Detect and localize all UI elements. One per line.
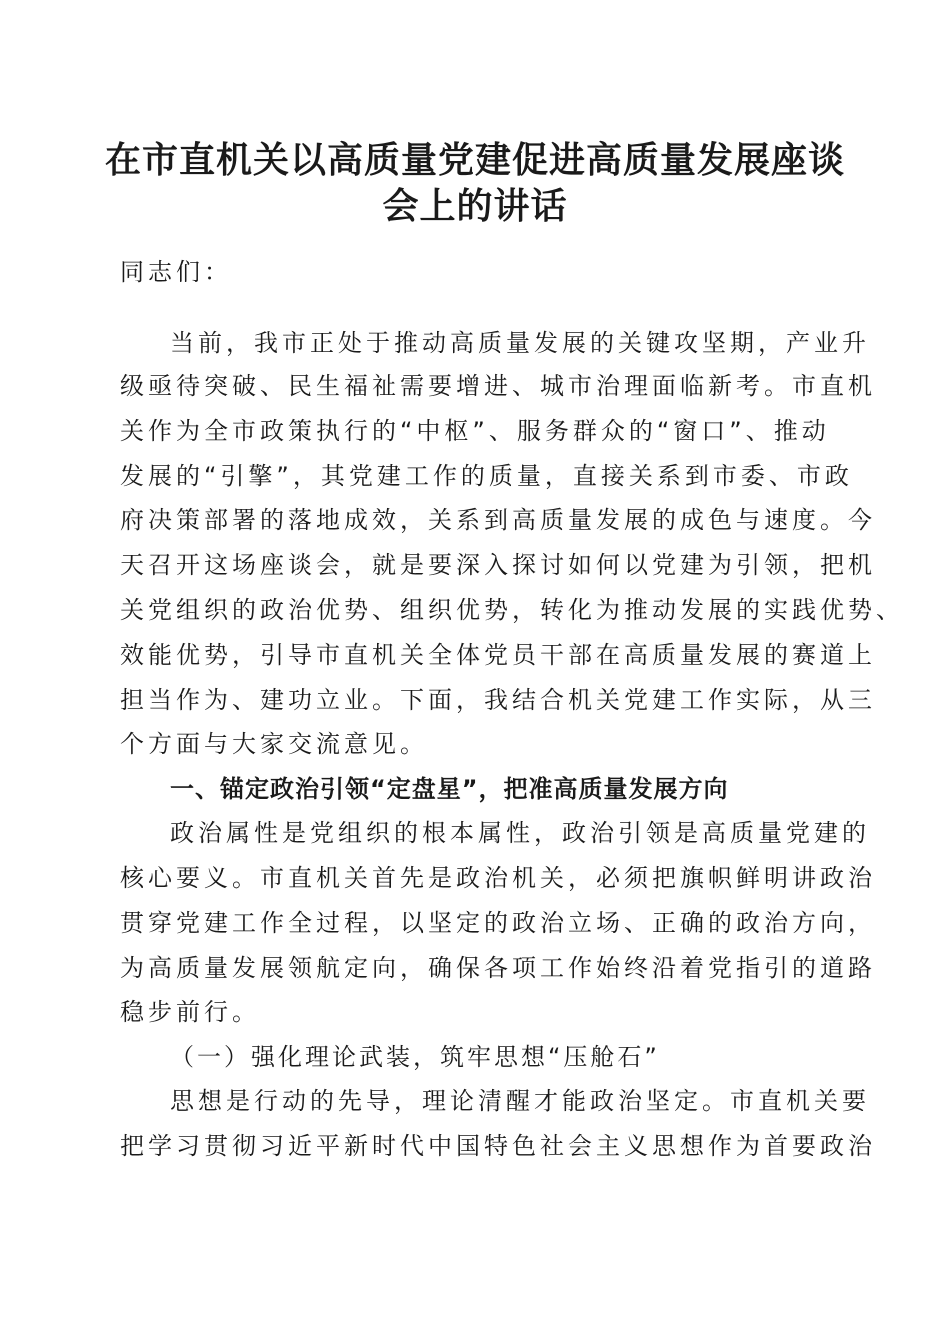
paragraph-line: 个方面与大家交流意见。 xyxy=(120,730,428,758)
document-title-line-2: 会上的讲话 xyxy=(382,185,568,227)
paragraph-line: 天召开这场座谈会，就是要深入探讨如何以党建为引领，把机 xyxy=(120,551,876,579)
subsection-heading-1: （一）强化理论武装，筑牢思想“压舱石” xyxy=(170,1043,660,1071)
document-title-line-1: 在市直机关以高质量党建促进高质量发展座谈 xyxy=(104,139,845,181)
paragraph-line: 发展的“引擎”，其党建工作的质量，直接关系到市委、市政 xyxy=(120,462,853,490)
section-heading-1: 一、锚定政治引领“定盘星”，把准高质量发展方向 xyxy=(170,775,729,803)
paragraph-line: 级亟待突破、民生福祉需要增进、城市治理面临新考。市直机 xyxy=(120,372,876,400)
paragraph-line: 关党组织的政治优势、组织优势，转化为推动发展的实践优势、 xyxy=(120,596,904,624)
paragraph-line: 把学习贯彻习近平新时代中国特色社会主义思想作为首要政治 xyxy=(120,1132,876,1160)
paragraph-line: 效能优势，引导市直机关全体党员干部在高质量发展的赛道上 xyxy=(120,641,876,669)
paragraph-line: 贯穿党建工作全过程，以坚定的政治立场、正确的政治方向， xyxy=(120,909,876,937)
paragraph-line: 担当作为、建功立业。下面，我结合机关党建工作实际，从三 xyxy=(120,686,876,714)
paragraph-line: 稳步前行。 xyxy=(120,998,260,1026)
paragraph-line: 思想是行动的先导，理论清醒才能政治坚定。市直机关要 xyxy=(170,1087,870,1115)
paragraph-line: 关作为全市政策执行的“中枢”、服务群众的“窗口”、推动 xyxy=(120,417,830,445)
salutation: 同志们： xyxy=(120,258,232,286)
paragraph-line: 政治属性是党组织的根本属性，政治引领是高质量党建的 xyxy=(170,819,870,847)
paragraph-line: 核心要义。市直机关首先是政治机关，必须把旗帜鲜明讲政治 xyxy=(120,864,876,892)
paragraph-line: 府决策部署的落地成效，关系到高质量发展的成色与速度。今 xyxy=(120,506,876,534)
paragraph-line: 当前，我市正处于推动高质量发展的关键攻坚期，产业升 xyxy=(170,329,870,357)
paragraph-line: 为高质量发展领航定向，确保各项工作始终沿着党指引的道路 xyxy=(120,954,876,982)
